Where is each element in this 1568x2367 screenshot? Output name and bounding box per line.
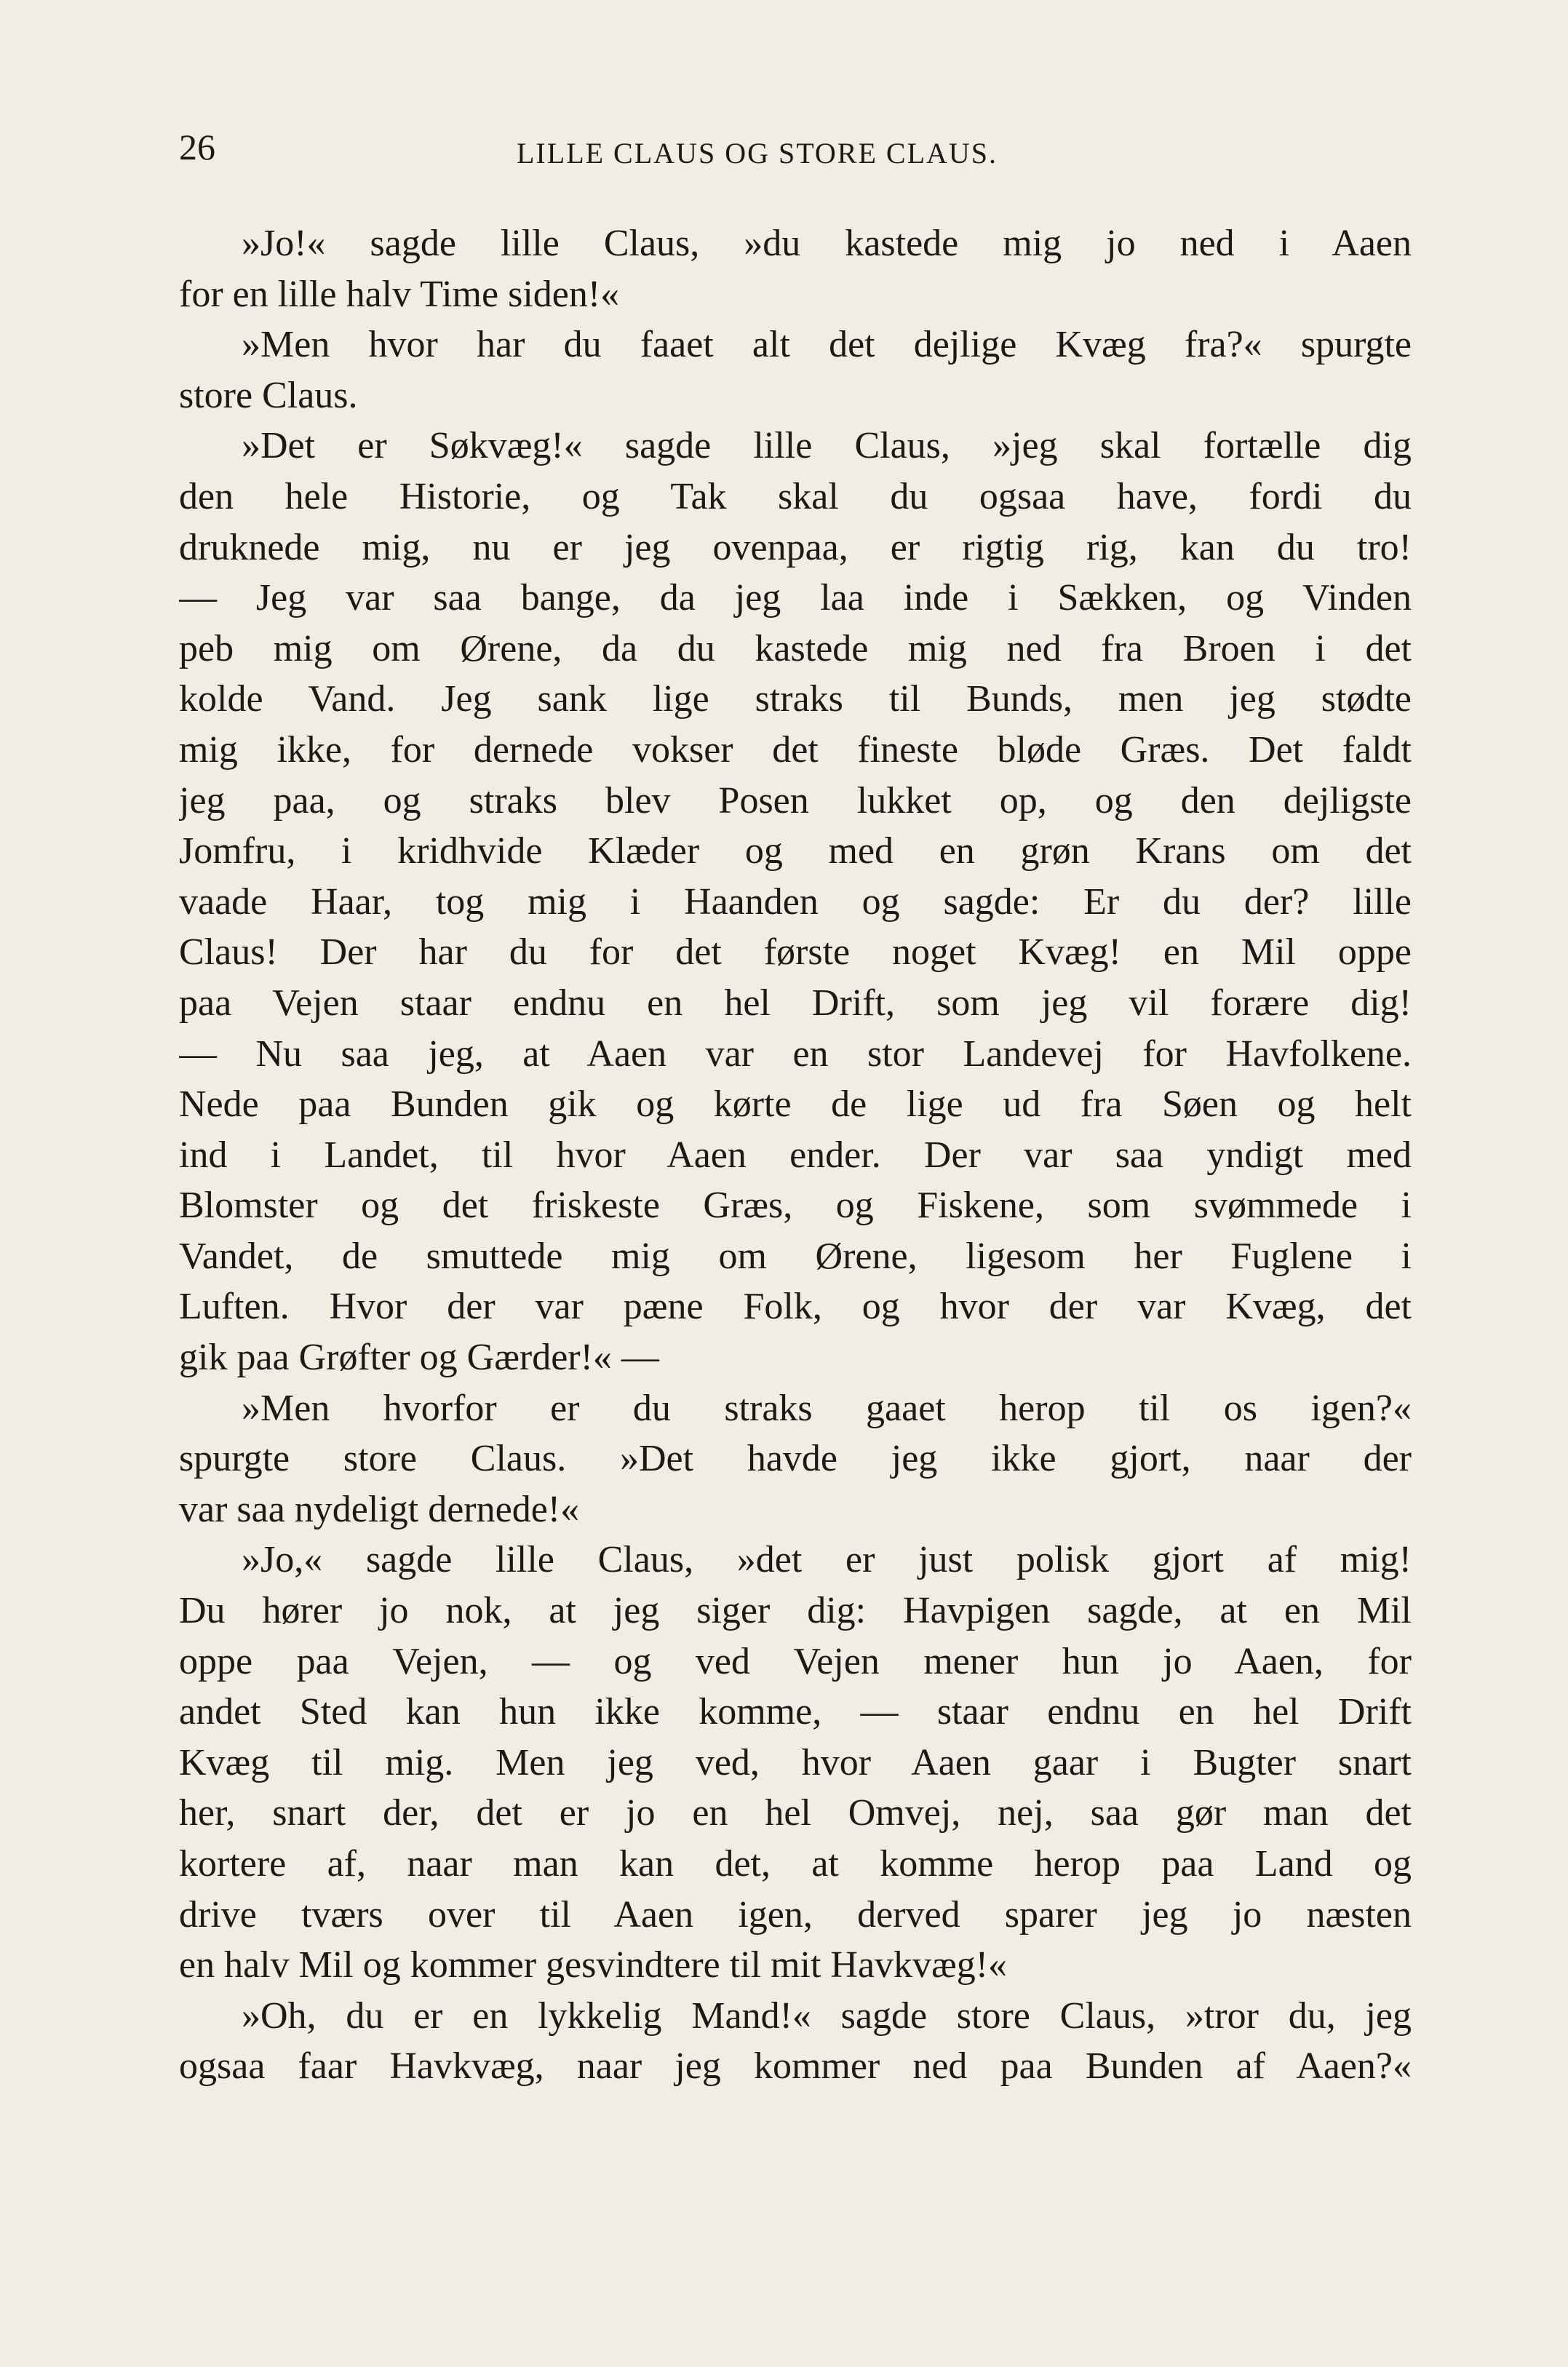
text-line: ind i Landet, til hvor Aaen ender. Der var saa yndigt med: [179, 1134, 1412, 1176]
text-line: »Oh, du er en lykkelig Mand!« sagde store Claus, »tror du, jeg: [242, 1994, 1412, 2037]
running-head: LILLE CLAUS OG STORE CLAUS.: [517, 137, 998, 170]
text-line: ogsaa faar Havkvæg, naar jeg kommer ned paa Bunden af Aaen?«: [179, 2045, 1412, 2088]
text-line: jeg paa, og straks blev Posen lukket op, og den dejligste: [179, 779, 1412, 822]
text-line: vaade Haar, tog mig i Haanden og sagde: Er du der? lille: [179, 880, 1412, 923]
text-line: oppe paa Vejen, — og ved Vejen mener hun jo Aaen, for: [179, 1640, 1412, 1682]
text-line: kolde Vand. Jeg sank lige straks til Bunds, men jeg stødte: [179, 678, 1412, 720]
text-line: kortere af, naar man kan det, at komme herop paa Land og: [179, 1843, 1412, 1885]
text-line: spurgte store Claus. »Det havde jeg ikke gjort, naar der: [179, 1438, 1412, 1480]
text-line: store Claus.: [179, 374, 358, 416]
text-line: »Men hvor har du faaet alt det dejlige Kvæg fra?« spurgte: [242, 324, 1412, 366]
text-line: mig ikke, for dernede vokser det fineste bløde Græs. Det faldt: [179, 728, 1412, 771]
text-line: peb mig om Ørene, da du kastede mig ned fra Broen i det: [179, 627, 1412, 669]
text-line: gik paa Grøfter og Gærder!« —: [179, 1337, 659, 1379]
text-line: — Jeg var saa bange, da jeg laa inde i Sækken, og Vinden: [179, 577, 1412, 619]
text-line: en halv Mil og kommer gesvindtere til mit Havkvæg!«: [179, 1944, 1008, 1986]
text-line: Jomfru, i kridhvide Klæder og med en grøn Krans om det: [179, 830, 1412, 872]
text-line: andet Sted kan hun ikke komme, — staar endnu en hel Drift: [179, 1691, 1412, 1733]
text-line: »Jo,« sagde lille Claus, »det er just polisk gjort af mig!: [242, 1539, 1412, 1581]
text-line: den hele Historie, og Tak skal du ogsaa have, fordi du: [179, 475, 1412, 517]
text-line: Nede paa Bunden gik og kørte de lige ud fra Søen og helt: [179, 1083, 1412, 1126]
text-line: Du hører jo nok, at jeg siger dig: Havpigen sagde, at en Mil: [179, 1590, 1412, 1632]
body-text: [179, 218, 1412, 2092]
text-line: Blomster og det friskeste Græs, og Fiskene, som svømmede i: [179, 1185, 1412, 1227]
page-number: 26: [179, 127, 215, 167]
text-line: »Det er Søkvæg!« sagde lille Claus, »jeg skal fortælle dig: [242, 425, 1412, 467]
text-line: druknede mig, nu er jeg ovenpaa, er rigtig rig, kan du tro!: [179, 526, 1412, 568]
text-line: var saa nydeligt dernede!«: [179, 1488, 580, 1530]
text-line: »Jo!« sagde lille Claus, »du kastede mig jo ned i Aaen: [242, 223, 1412, 264]
text-line: Luften. Hvor der var pæne Folk, og hvor der var Kvæg, det: [179, 1286, 1412, 1328]
text-line: — Nu saa jeg, at Aaen var en stor Landevej for Havfolkene.: [179, 1033, 1412, 1075]
text-line: for en lille halv Time siden!«: [179, 273, 620, 315]
text-line: Vandet, de smuttede mig om Ørene, ligesom her Fuglene i: [179, 1235, 1412, 1277]
text-line: her, snart der, det er jo en hel Omvej, nej, saa gør man det: [179, 1792, 1412, 1834]
text-line: drive tværs over til Aaen igen, derved sparer jeg jo næsten: [179, 1893, 1412, 1936]
text-line: Claus! Der har du for det første noget Kvæg! en Mil oppe: [179, 931, 1412, 974]
text-line: »Men hvorfor er du straks gaaet herop til os igen?«: [242, 1387, 1412, 1429]
text-line: paa Vejen staar endnu en hel Drift, som jeg vil forære dig!: [179, 982, 1412, 1024]
text-line: Kvæg til mig. Men jeg ved, hvor Aaen gaar i Bugter snart: [179, 1741, 1412, 1783]
